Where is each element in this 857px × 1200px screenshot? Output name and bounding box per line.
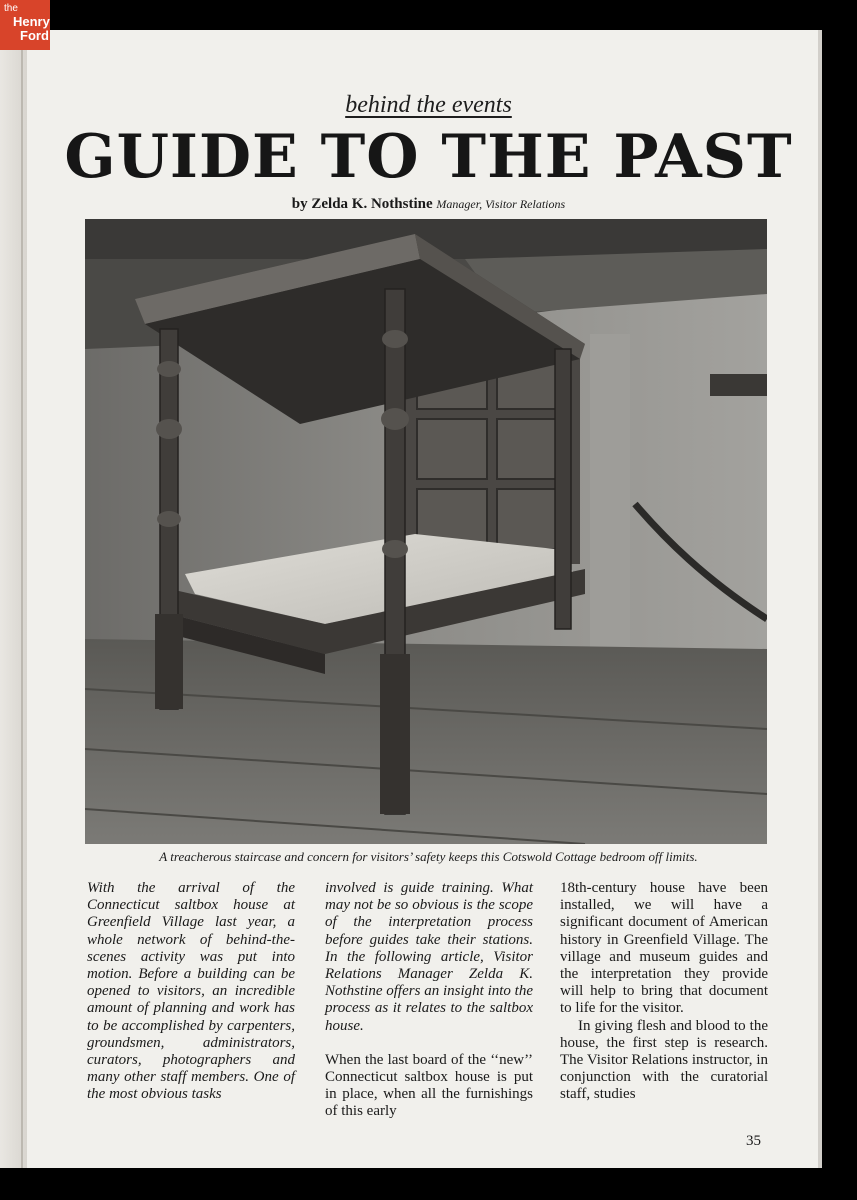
body-paragraph: When the last board of the ‘‘new’’ Connecticut saltbox house is put in place, when all the furnishings of this early: [325, 1051, 533, 1120]
page-number: 35: [746, 1133, 761, 1149]
article-column-1: [87, 880, 295, 1104]
body-paragraph-continued: 18th-century house have been installed, we will have a significant document of American history in Greenfield Village. The village and museum guides and the interpretation they provide will help to bring that document to life for the visitor.: [560, 880, 768, 1017]
logo-text-the: the: [4, 3, 18, 14]
bedroom-photo: [85, 219, 767, 844]
henry-ford-logo: [0, 0, 50, 50]
intro-paragraph: With the arrival of the Connecticut saltbox house at Greenfield Village last year, a whole network of behind-the-scenes activity was put into motion. Before a building can be opened to visitors, an incredible amount of planning and work has to be accomplished by carpenters, groundsmen, administrators, curators, photographers and many other staff members. One of the most obvious tasks: [87, 880, 295, 1103]
four-poster-bed-illustration: [85, 219, 767, 844]
intro-paragraph-continued: involved is guide training. What may not be so obvious is the scope of the interpretation process before guides take their stations. In the following article, Visitor Relations Manager Zelda K. Nothstine offers an insight into the process as it relates to the saltbox house.: [325, 880, 533, 1034]
logo-text-ford: Ford: [20, 28, 49, 43]
byline: [0, 196, 857, 213]
article-title: GUIDE TO THE PAST: [64, 122, 793, 192]
article-column-3: [560, 880, 768, 1104]
body-paragraph-research: In giving flesh and blood to the house, the first step is research. The Visitor Relations instructor, in conjunction with the curatorial staff, studies: [560, 1017, 768, 1103]
logo-text-henry: Henry: [13, 14, 50, 29]
photo-caption: A treacherous staircase and concern for visitors’ safety keeps this Cotswold Cottage bedroom off limits.: [159, 849, 698, 864]
article-column-2: [325, 880, 533, 1121]
byline-role: Manager, Visitor Relations: [436, 197, 566, 211]
section-kicker: behind the events: [345, 92, 512, 118]
byline-author: by Zelda K. Nothstine: [291, 196, 433, 212]
